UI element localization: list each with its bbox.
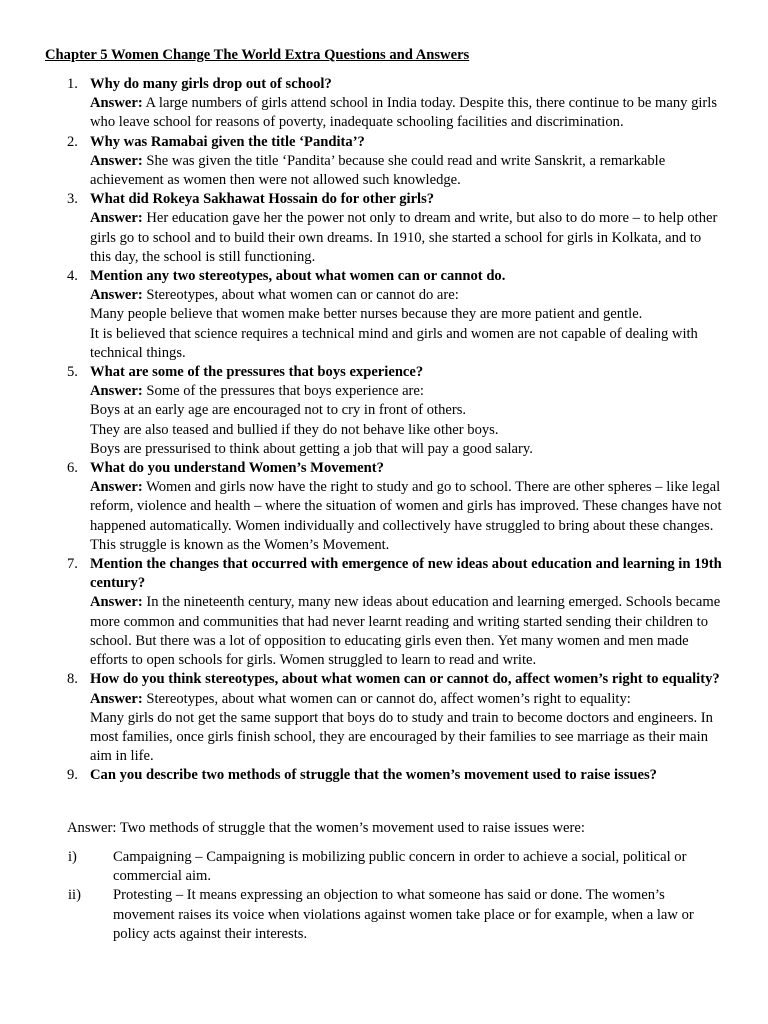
- question-text: Why was Ramabai given the title ‘Pandita’?: [90, 133, 365, 150]
- answer-paragraph: [90, 382, 722, 401]
- question-item: [0, 267, 768, 363]
- question-number: 1.: [67, 76, 78, 92]
- question-item: [0, 459, 768, 555]
- question-number: 9.: [67, 767, 78, 784]
- question-item: [0, 363, 768, 459]
- question-item: [0, 766, 768, 785]
- method-text: Protesting – It means expressing an objection to what someone has said or done. The women’s movement raises its voice when violations against women take place or for example, when a law or policy acts against their interests.: [113, 887, 694, 942]
- answer-text: Her education gave her the power not only to dream and write, but also to do more – to help other girls go to school and to build their own dreams. In 1910, she started a school for girls in Kolkata, and to this day, the school is still functioning.: [90, 210, 718, 265]
- question-number: 7.: [67, 556, 78, 573]
- method-numeral: i): [68, 849, 77, 865]
- answer-line: Boys are pressurised to think about getting a job that will pay a good salary.: [90, 440, 533, 457]
- answer-line: They are also teased and bullied if they do not behave like other boys.: [90, 421, 499, 438]
- answer-paragraph: [90, 152, 722, 190]
- answer-label: Answer:: [90, 690, 143, 707]
- question-text: How do you think stereotypes, about what women can or cannot do, affect women’s right to equality?: [90, 671, 720, 688]
- methods-list: [0, 848, 768, 944]
- answer-paragraph: [90, 690, 722, 709]
- question-text: What did Rokeya Sakhawat Hossain do for other girls?: [90, 191, 435, 208]
- question-text: Can you describe two methods of struggle that the women’s movement used to raise issues?: [90, 767, 657, 784]
- question-number: 5.: [67, 364, 78, 381]
- answer-text: Stereotypes, about what women can or cannot do, affect women’s right to equality:: [146, 690, 631, 707]
- answer-paragraph: [90, 94, 722, 132]
- question-text: What are some of the pressures that boys experience?: [90, 364, 424, 381]
- answer-line: It is believed that science requires a technical mind and girls and women are not capable of dealing with technical things.: [90, 325, 698, 361]
- answer-label: Answer:: [90, 594, 143, 611]
- answer-paragraph: [90, 286, 722, 305]
- answer-line: Many people believe that women make better nurses because they are more patient and gentle.: [90, 306, 643, 323]
- answer-text: In the nineteenth century, many new ideas about education and learning emerged. Schools became more common and communities that had never learnt reading and writing started sending their children to school. But there was a lot of opposition to educating girls even then. Yet many women and men made efforts to open schools for girls. Women struggled to learn to read and write.: [90, 594, 721, 669]
- answer-label: Answer:: [90, 479, 143, 496]
- question-text: What do you understand Women’s Movement?: [90, 460, 384, 477]
- answer-paragraph: [90, 593, 722, 670]
- method-text: Campaigning – Campaigning is mobilizing public concern in order to achieve a social, political or commercial aim.: [113, 849, 687, 885]
- question-item: [0, 133, 768, 191]
- question-number: 3.: [67, 191, 78, 208]
- question-item: [0, 190, 768, 267]
- question-list: [0, 75, 768, 786]
- q9-answer-intro: Answer: Two methods of struggle that the women’s movement used to raise issues were:: [67, 820, 585, 836]
- question-number: 6.: [67, 460, 78, 477]
- answer-line: Boys at an early age are encouraged not to cry in front of others.: [90, 402, 467, 419]
- question-item: [0, 670, 768, 766]
- answer-label: Answer:: [90, 210, 143, 227]
- question-text: Why do many girls drop out of school?: [90, 76, 332, 92]
- answer-text: Some of the pressures that boys experience are:: [146, 383, 424, 400]
- answer-label: Answer:: [90, 95, 143, 112]
- answer-text: A large numbers of girls attend school in India today. Despite this, there continue to be many girls who leave school for reasons of poverty, inadequate schooling facilities and discrimination.: [90, 95, 718, 131]
- answer-text: Women and girls now have the right to study and go to school. There are other spheres – like legal reform, violence and health – where the situation of women and girls has improved. These changes have not happened automatically. Women individually and collectively have struggled to bring about these changes. This struggle is known as the Women’s Movement.: [90, 479, 722, 553]
- question-number: 4.: [67, 268, 78, 285]
- method-numeral: ii): [68, 887, 81, 904]
- question-item: [0, 75, 768, 133]
- question-number: 8.: [67, 671, 78, 688]
- answer-label: Answer:: [90, 287, 143, 304]
- question-text: Mention any two stereotypes, about what women can or cannot do.: [90, 268, 506, 285]
- answer-paragraph: [90, 478, 722, 555]
- answer-text: She was given the title ‘Pandita’ because she could read and write Sanskrit, a remarkable achievement as women then were not allowed such knowledge.: [90, 152, 666, 189]
- question-text: Mention the changes that occurred with emergence of new ideas about education and learning in 19th century?: [90, 556, 722, 592]
- answer-label: Answer:: [90, 152, 143, 169]
- page-title: Chapter 5 Women Change The World Extra Questions and Answers: [45, 47, 470, 63]
- question-number: 2.: [67, 133, 78, 150]
- answer-line: Many girls do not get the same support that boys do to study and train to become doctors and engineers. In most families, once girls finish school, they are encouraged by their families to see marriage as their main aim in life.: [90, 709, 713, 765]
- question-item: [0, 555, 768, 670]
- answer-text: Stereotypes, about what women can or cannot do are:: [146, 287, 459, 304]
- answer-label: Answer:: [90, 383, 143, 400]
- method-item: [0, 886, 768, 944]
- method-item: [0, 848, 768, 886]
- answer-paragraph: [90, 209, 722, 267]
